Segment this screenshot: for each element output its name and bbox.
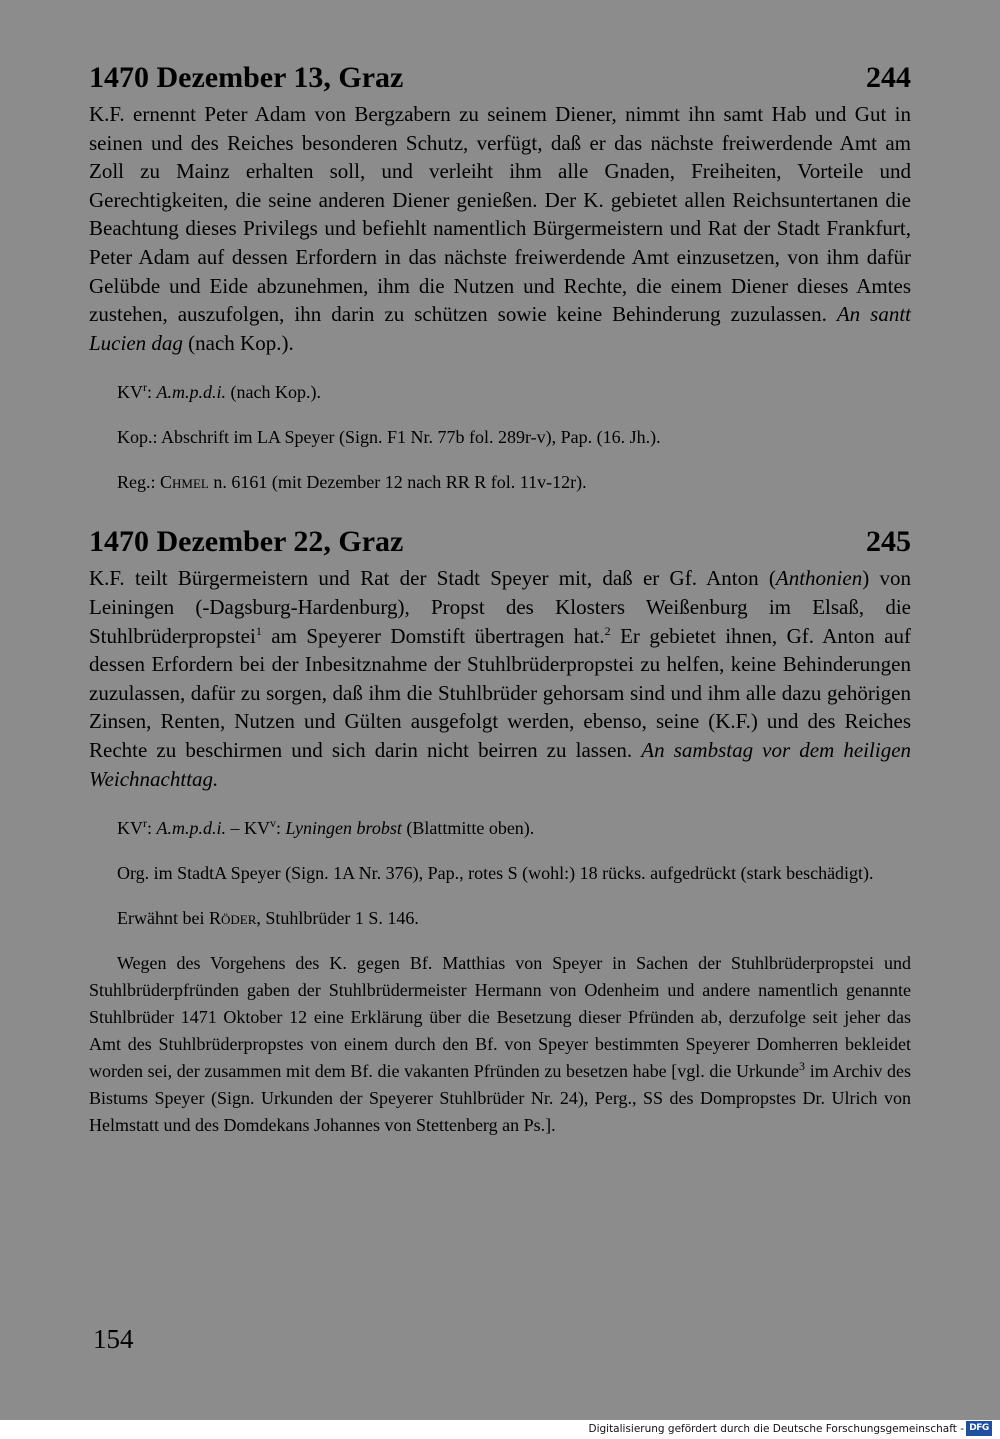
footnote-ref: 3: [799, 1059, 806, 1074]
page-content: [89, 58, 911, 1139]
kv-note: [89, 379, 911, 406]
kv-colon: :: [147, 382, 157, 403]
footer-text: Digitalisierung gefördert durch die Deutsche Forschungsgemeinschaft -: [588, 1423, 964, 1435]
kv-label: KV: [117, 382, 143, 403]
regest-text: [89, 100, 911, 357]
dating-clause: An santt Lucien dag: [89, 302, 911, 355]
regest-text: [89, 564, 911, 793]
regest-tail: (nach Kop.).: [188, 330, 294, 355]
funding-footer: [0, 1420, 1000, 1439]
kv-label: KV: [117, 818, 143, 839]
kv-rest: (nach Kop.).: [226, 382, 321, 403]
regest-italic-name: Anthonien: [775, 566, 863, 591]
org-note: Org. im StadtA Speyer (Sign. 1A Nr. 376), Pap., rotes S (wohl:) 18 rücks. aufgedrückt (stark beschädigt).: [117, 863, 874, 884]
reg-author: Chmel: [160, 472, 209, 493]
kv-sup: r: [143, 380, 147, 395]
entry-number: 244: [866, 61, 911, 94]
erw-rest: , Stuhlbrüder 1 S. 146.: [256, 908, 419, 929]
entry-244: [89, 58, 911, 496]
reg-label: Reg.:: [117, 472, 160, 493]
reg-note: [89, 469, 911, 496]
entry-heading: [89, 522, 911, 562]
kv-value: A.m.p.d.i.: [156, 382, 227, 403]
footnote-ref: 2: [604, 623, 611, 638]
dfg-logo-icon: DFG: [966, 1421, 992, 1436]
commentary-part: im Archiv des Bistums Speyer (Sign. Urkunden der Speyerer Stuhlbrüder Nr. 24), Perg., SS des Dompropstes Dr. Ulrich von Helmstatt und des Domdekans Johannes von Stettenberg an Ps.].: [89, 1061, 911, 1136]
erw-author: Röder: [208, 908, 257, 929]
kv-sup: r: [143, 816, 147, 831]
kv-sup: v: [270, 816, 277, 831]
kv-colon: :: [147, 818, 157, 839]
entry-date-place: 1470 Dezember 13, Graz: [89, 61, 404, 94]
dating-clause: An sambstag vor dem heiligen Weichnachttag.: [89, 737, 912, 791]
regest-part: ) von Leiningen (-Dagsburg-Hardenburg), Propst des Klosters Weißenburg im Elsaß, die Stuhlbrüderpropstei: [89, 566, 911, 648]
regest-part: am Speyerer Domstift übertragen hat.: [261, 623, 605, 648]
footnote-ref: 1: [255, 623, 262, 638]
kop-note: Kop.: Abschrift im LA Speyer (Sign. F1 Nr. 77b fol. 289r-v), Pap. (16. Jh.).: [117, 427, 661, 448]
commentary: [89, 950, 911, 1139]
kv-value: Lyningen brobst: [285, 818, 402, 839]
kv-value: A.m.p.d.i.: [156, 818, 227, 839]
entry-number: 245: [866, 525, 911, 559]
kv-rest: (Blattmitte oben).: [401, 818, 535, 839]
kv-label: – KV: [226, 818, 271, 839]
erw-note: [89, 905, 911, 932]
commentary-part: Wegen des Vorgehens des K. gegen Bf. Matthias von Speyer in Sachen der Stuhlbrüderpropstei und Stuhlbrüderpfründen gaben der Stuhlbrüdermeister Hermann von Odenheim und andere namentlich genannte Stuhlbrüder 1471 Oktober 12 eine Erklärung über die Besetzung dieser Pfründen ab, derzufolge seit jeher das Amt des Stuhlbrüderpropstes von einem durch den Bf. von Speyer bestimmten Speyerer Domherren bekleidet worden sei, der zusammen mit dem Bf. die vakanten Pfründen zu besetzen habe [vgl. die Urkunde: [89, 953, 911, 1082]
entry-heading: [89, 58, 911, 98]
erw-label: Erwähnt bei: [117, 908, 209, 929]
reg-rest: n. 6161 (mit Dezember 12 nach RR R fol. 11v-12r).: [208, 472, 587, 493]
regest-body: K.F. ernennt Peter Adam von Bergzabern zu seinem Diener, nimmt ihn samt Hab und Gut in seinen und des Reiches besonderen Schutz, verfügt, daß er das nächste freiwerdende Amt am Zoll zu Mainz erhalten soll, und verleiht ihm alle Gnaden, Freiheiten, Vorteile und Gerechtigkeiten, die seine anderen Diener genießen. Der K. gebietet allen Reichsuntertanen die Beachtung dieses Privilegs und befiehlt namentlich Bürgermeistern und Rat der Stadt Frankfurt, Peter Adam auf dessen Erfordern in das nächste freiwerdende Amt einzusetzen, von ihm dafür Gelübde und Eide abzunehmen, ihm die Nutzen und Rechte, die einem Diener dieses Amtes zustehen, auszufolgen, ihn darin zu schützen sowie keine Behinderung zuzulassen.: [89, 102, 911, 327]
kv-colon: :: [276, 818, 286, 839]
regest-part: K.F. teilt Bürgermeistern und Rat der Stadt Speyer mit, daß er Gf. Anton (: [89, 566, 776, 591]
kv-note: [89, 815, 911, 842]
entry-date-place: 1470 Dezember 22, Graz: [89, 525, 404, 559]
entry-245: [89, 522, 911, 1139]
page-number: 154: [93, 1324, 134, 1354]
regest-part: Er gebietet ihnen, Gf. Anton auf dessen Erfordern bei der Inbesitznahme der Stuhlbrüderpropstei zu helfen, keine Behinderungen zuzulassen, dafür zu sorgen, daß ihm die Stuhlbrüder gehorsam sind und ihm alle dazu gehörigen Zinsen, Renten, Nutzen und Gülten ausgefolgt werden, ebenso, seine (K.F.) und des Reiches Rechte zu beschirmen und sich darin nicht beirren zu lassen.: [89, 623, 912, 762]
